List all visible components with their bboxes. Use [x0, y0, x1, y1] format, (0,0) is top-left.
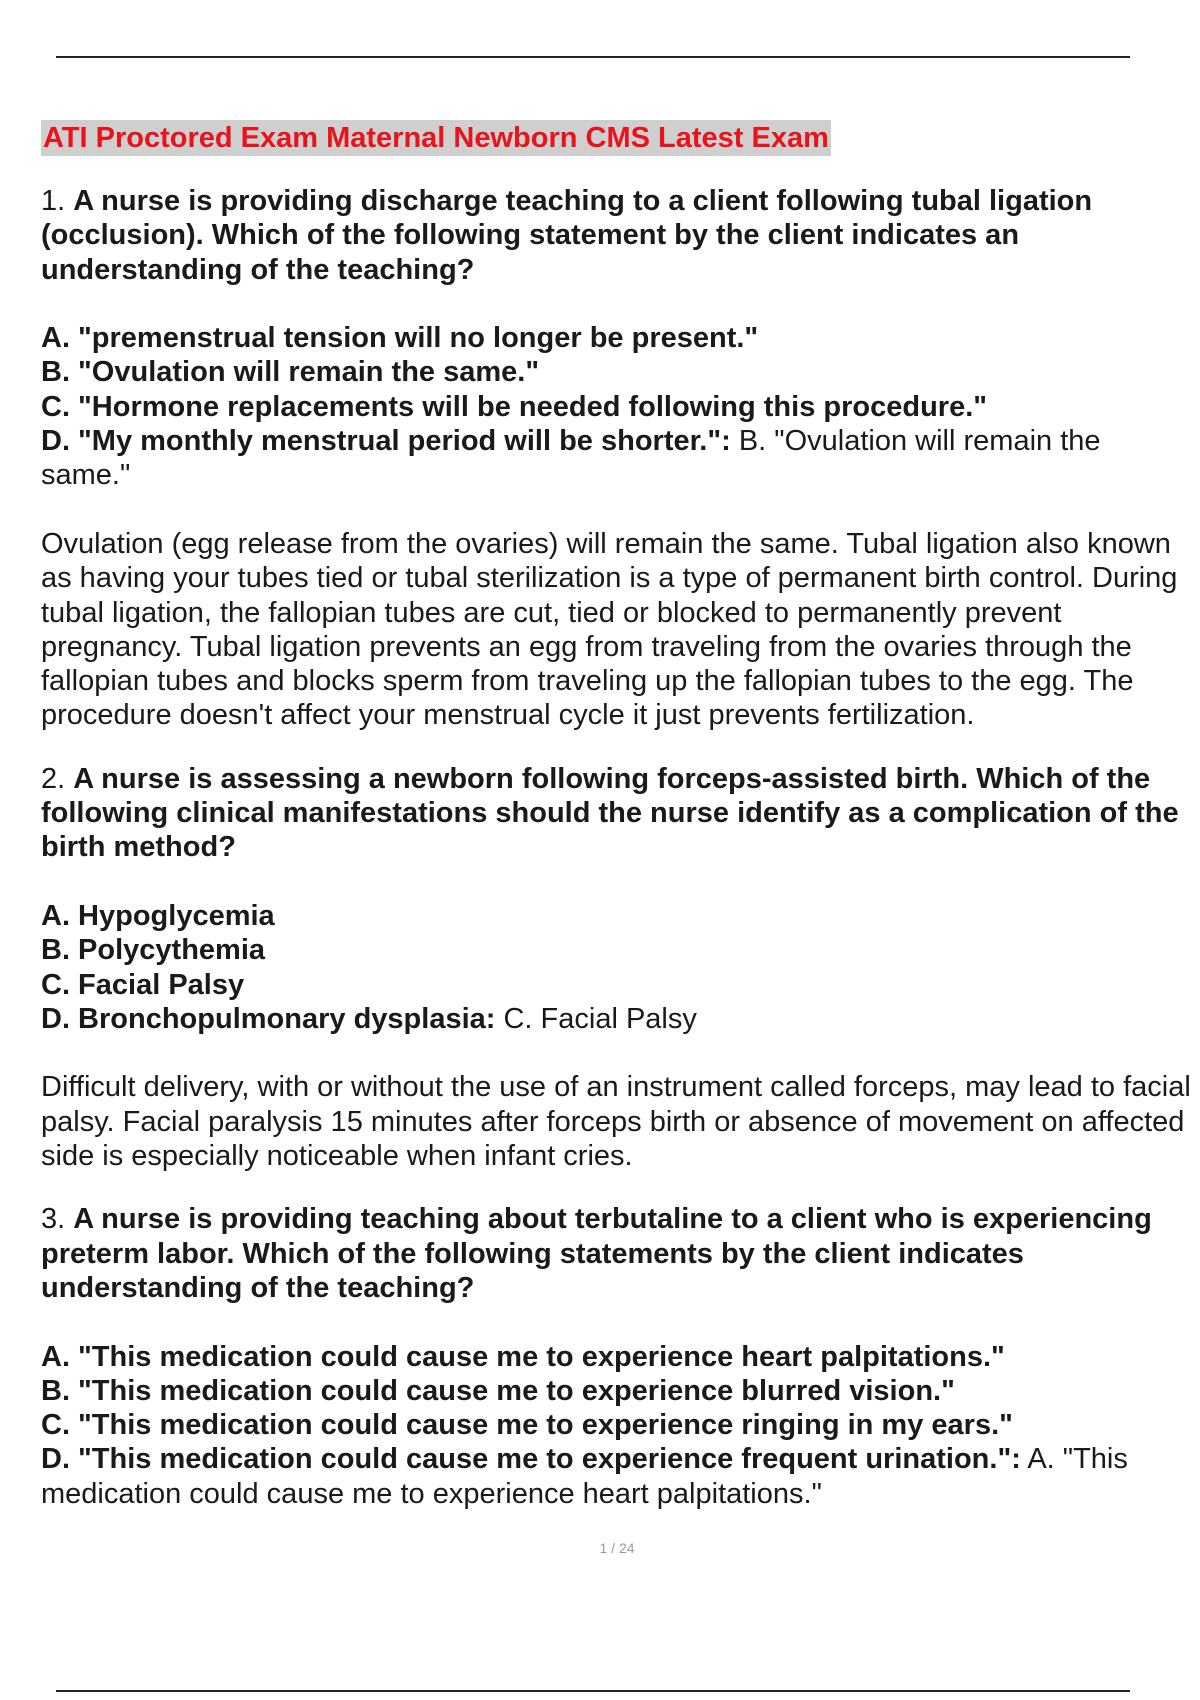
option-d-line	[41, 1002, 1191, 1036]
option-a: A. "premenstrual tension will no longer be present."	[41, 322, 759, 355]
answer: A. "This medication could cause me to experience heart palpitations."	[41, 1443, 1128, 1510]
explanation: Ovulation (egg release from the ovaries) will remain the same. Tubal ligation also known as having your tubes tied or tubal sterilization is a type of permanent birth control. During tubal ligation, the fallopian tubes are cut, tied or blocked to permanently prevent pregnancy. Tubal ligation prevents an egg from traveling from the ovaries through the fallopian tubes and blocks sperm from traveling up the fallopian tubes to the egg. The procedure doesn't affect your menstrual cycle it just prevents fertilization.	[41, 527, 1178, 732]
question-stem: A nurse is providing discharge teaching to a client following tubal ligation (occlusion). Which of the following statement by the client indicates an understanding of the teaching?	[41, 185, 1093, 286]
option-d: D. Bronchopulmonary dysplasia:	[41, 1002, 496, 1035]
question-1-options	[41, 321, 1191, 492]
option-d: D. "This medication could cause me to experience frequent urination.":	[41, 1443, 1021, 1476]
question-3	[41, 1202, 1191, 1511]
question-stem: A nurse is assessing a newborn following forceps-assisted birth. Which of the following clinical manifestations should the nurse identify as a complication of the birth method?	[41, 762, 1179, 864]
question-1-prompt	[41, 184, 1191, 287]
option-d-line	[41, 1442, 1191, 1511]
option-c: C. Facial Palsy	[41, 968, 245, 1001]
question-3-prompt	[41, 1202, 1191, 1305]
option-b: B. Polycythemia	[41, 934, 266, 967]
question-2-prompt	[41, 762, 1191, 865]
question-3-options	[41, 1340, 1191, 1511]
page-number: 1 / 24	[599, 1540, 635, 1556]
question-1	[41, 184, 1191, 733]
question-number: 3.	[41, 1203, 66, 1236]
option-b: B. "Ovulation will remain the same."	[41, 356, 540, 389]
question-2-options	[41, 899, 1191, 1036]
option-c: C. "Hormone replacements will be needed following this procedure."	[41, 390, 987, 423]
question-stem: A nurse is providing teaching about terbutaline to a client who is experiencing preterm labor. Which of the following statements by the client indicates understanding of the teaching?	[41, 1203, 1152, 1304]
option-a: A. Hypoglycemia	[41, 899, 275, 932]
answer: C. Facial Palsy	[503, 1002, 697, 1035]
top-rule	[56, 56, 1130, 58]
document-body	[41, 120, 1191, 1511]
option-b: B. "This medication could cause me to experience blurred vision."	[41, 1374, 955, 1407]
answer: B. "Ovulation will remain the same."	[41, 425, 1101, 492]
option-c: C. "This medication could cause me to experience ringing in my ears."	[41, 1409, 1013, 1442]
option-a: A. "This medication could cause me to experience heart palpitations."	[41, 1340, 1005, 1373]
explanation: Difficult delivery, with or without the use of an instrument called forceps, may lead to facial palsy. Facial paralysis 15 minutes after forceps birth or absence of movement on affected side is especially noticeable when infant cries.	[41, 1071, 1191, 1173]
question-number: 2.	[41, 762, 66, 795]
document-title: ATI Proctored Exam Maternal Newborn CMS Latest Exam	[43, 122, 829, 154]
option-d-line	[41, 424, 1191, 493]
question-2	[41, 762, 1191, 1174]
question-number: 1.	[41, 185, 66, 217]
bottom-rule	[56, 1690, 1130, 1692]
option-d: D. "My monthly menstrual period will be shorter.":	[41, 425, 731, 458]
